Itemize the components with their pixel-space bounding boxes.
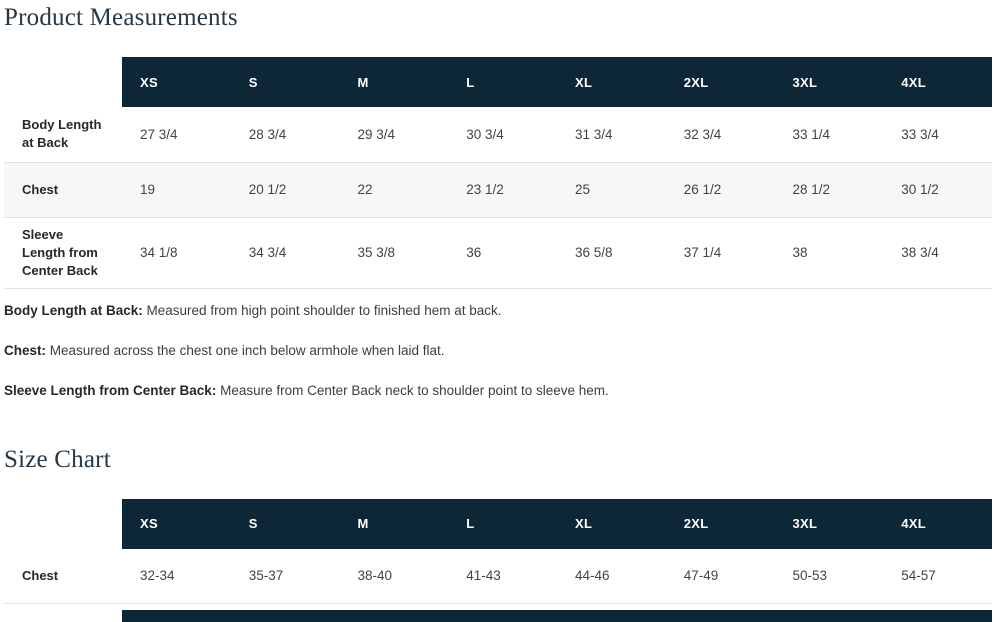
value-cell: 20 1/2: [248, 182, 287, 197]
size-column-header: S: [231, 499, 340, 549]
table-row: [4, 549, 992, 604]
value-cell: 34 3/4: [248, 245, 287, 260]
value-cell: 41-43: [466, 568, 501, 584]
header-row: [4, 499, 992, 549]
value-cell: 35 3/8: [357, 245, 396, 260]
row-label: Sleeve Length from Center Back: [22, 226, 98, 278]
value-cell: 35-37: [248, 568, 284, 584]
value-cell: 36: [466, 245, 482, 260]
value-cell: 44-46: [575, 568, 610, 584]
value-cell: 33 3/4: [901, 126, 939, 142]
cutoff-table-header-bar: [122, 610, 992, 622]
value-cell: 23 1/2: [466, 182, 504, 197]
value-cell: 30 1/2: [901, 182, 939, 197]
value-cell: 19: [140, 182, 156, 197]
value-cell: 33 1/4: [792, 126, 831, 142]
value-cell: 28 1/2: [792, 182, 831, 197]
definition-term: Sleeve Length from Center Back:: [4, 382, 217, 398]
value-cell: 37 1/4: [683, 245, 722, 260]
size-column-header: XS: [122, 499, 231, 549]
value-cell: 28 3/4: [248, 126, 287, 142]
row-label: Body Length at Back: [22, 117, 102, 151]
size-column-header: 4XL: [883, 499, 992, 549]
value-cell: 26 1/2: [683, 182, 722, 197]
size-table: [4, 57, 992, 289]
value-cell: 34 1/8: [140, 245, 178, 260]
size-column-header: 3XL: [775, 499, 884, 549]
definition-text: Measured across the chest one inch below armhole when laid flat.: [49, 342, 445, 358]
size-column-header: S: [231, 57, 340, 107]
header-spacer-cell: [4, 57, 122, 107]
value-cell: 25: [575, 182, 591, 197]
size-column-header: XL: [557, 499, 666, 549]
definition-term: Body Length at Back:: [4, 302, 143, 318]
row-label: Chest: [22, 567, 59, 583]
definition-line: [4, 302, 996, 319]
size-chart-title: Size Chart: [4, 445, 111, 473]
size-chart-table: [4, 499, 996, 605]
size-column-header: XL: [557, 57, 666, 107]
value-cell: 38 3/4: [901, 245, 939, 260]
definition-text: Measured from high point shoulder to finished hem at back.: [146, 302, 502, 318]
value-cell: 32 3/4: [683, 126, 722, 142]
size-column-header: 3XL: [775, 57, 884, 107]
definition-line: [4, 382, 996, 399]
header-spacer-cell: [4, 499, 122, 549]
value-cell: 54-57: [901, 568, 936, 584]
definition-text: Measure from Center Back neck to shoulder point to sleeve hem.: [220, 382, 609, 398]
size-column-header: 2XL: [666, 499, 775, 549]
size-column-header: L: [448, 57, 557, 107]
header-row: [4, 57, 992, 107]
product-measurements-title: Product Measurements: [4, 4, 238, 31]
table-row: [4, 217, 992, 288]
size-column-header: XS: [122, 57, 231, 107]
value-cell: 22: [357, 182, 373, 197]
size-table: [4, 499, 992, 605]
size-column-header: 4XL: [883, 57, 992, 107]
definition-line: [4, 342, 996, 359]
definition-term: Chest:: [4, 342, 47, 358]
product-measurements-table: [4, 57, 996, 289]
value-cell: 30 3/4: [466, 126, 504, 142]
value-cell: 32-34: [140, 568, 175, 584]
value-cell: 31 3/4: [575, 126, 613, 142]
value-cell: 47-49: [683, 568, 719, 584]
value-cell: 36 5/8: [575, 245, 613, 260]
size-column-header: M: [340, 499, 449, 549]
table-row: [4, 162, 992, 217]
size-column-header: L: [448, 499, 557, 549]
value-cell: 38: [792, 245, 808, 260]
row-label: Chest: [22, 181, 59, 197]
value-cell: 27 3/4: [140, 126, 178, 142]
value-cell: 50-53: [792, 568, 828, 584]
table-row: [4, 107, 992, 162]
size-column-header: 2XL: [666, 57, 775, 107]
value-cell: 29 3/4: [357, 126, 396, 142]
size-column-header: M: [340, 57, 449, 107]
value-cell: 38-40: [357, 568, 393, 584]
measurement-definitions: [4, 302, 996, 399]
